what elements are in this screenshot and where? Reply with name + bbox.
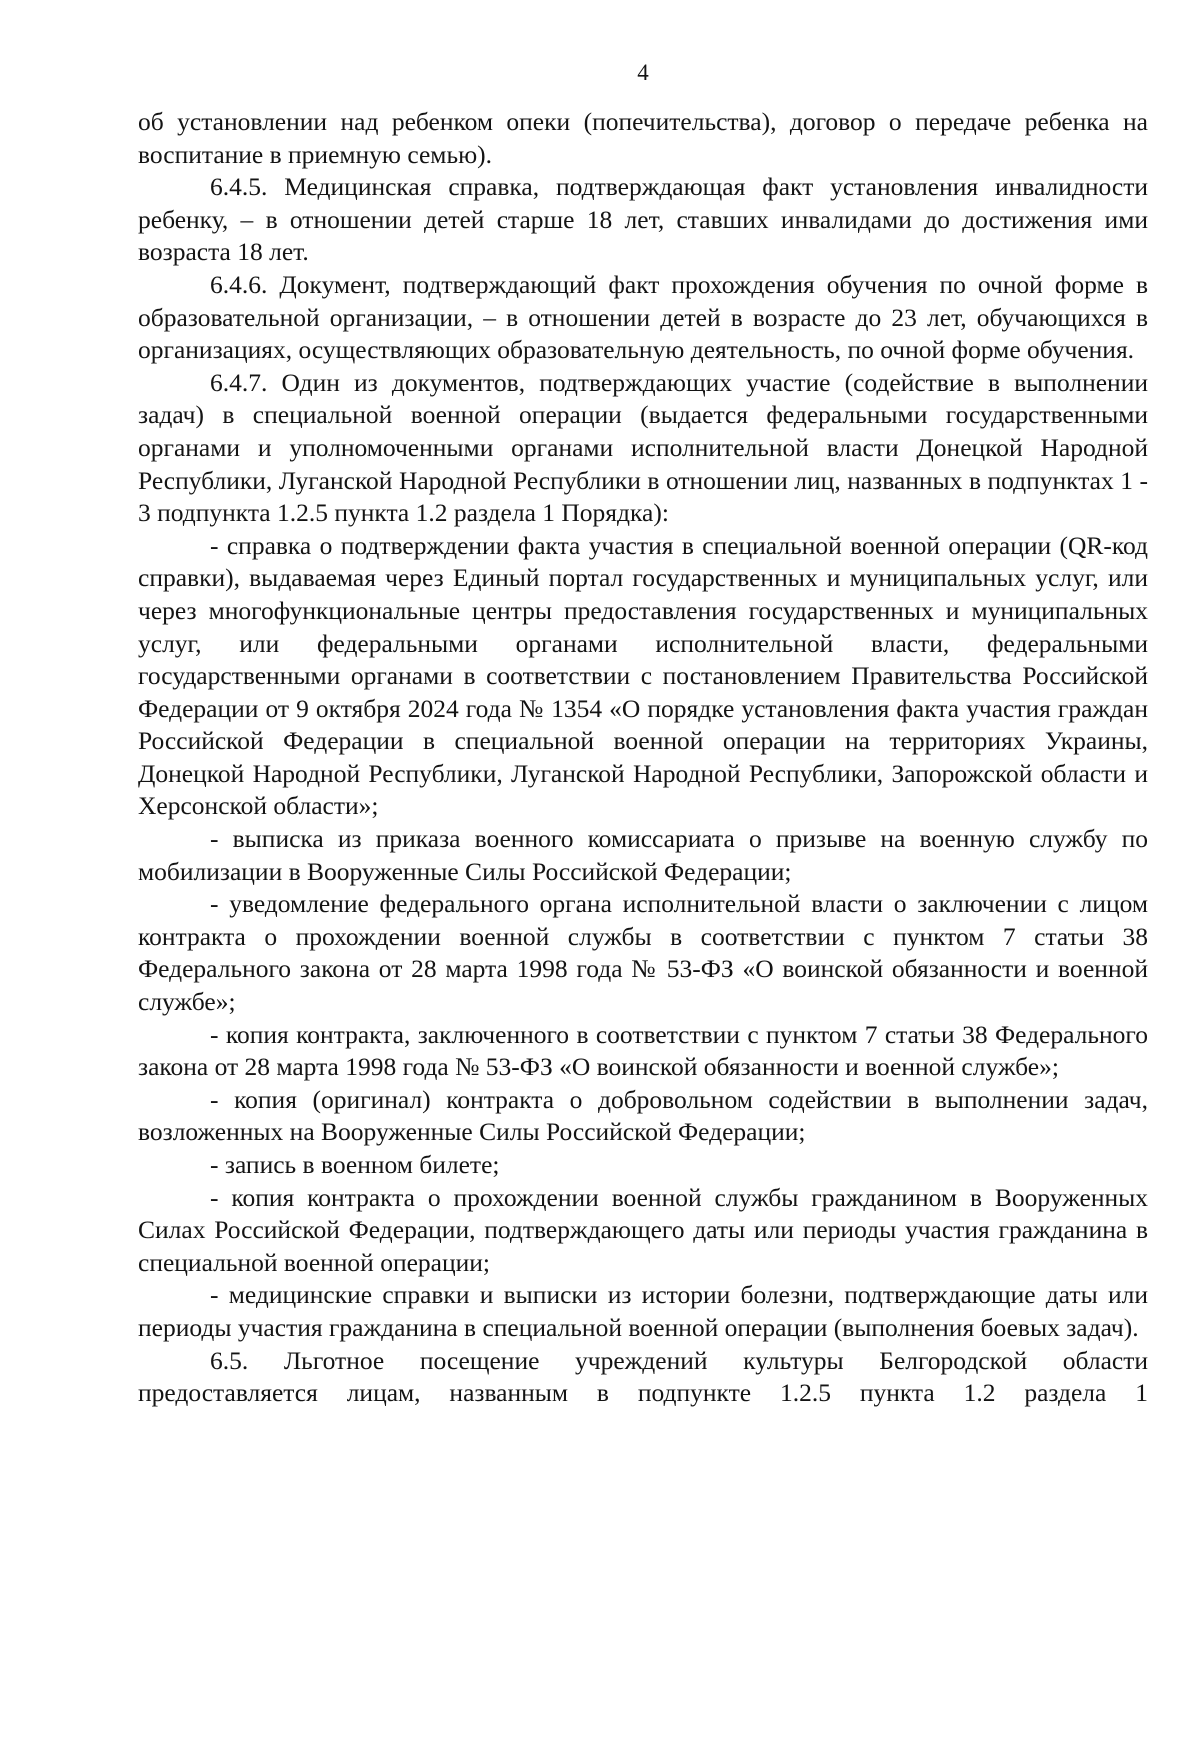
document-body bbox=[138, 106, 1148, 1410]
paragraph-6-4-5: 6.4.5. Медицинская справка, подтверждающая факт установления инвалидности ребенку, – в отношении детей старше 18 лет, ставших инвалидами до достижения ими возраста 18 лет. bbox=[138, 172, 1148, 267]
paragraph-continuation: об установлении над ребенком опеки (попечительства), договор о передаче ребенка на воспитание в приемную семью). bbox=[138, 107, 1148, 169]
list-item-svo-certificate: - справка о подтверждении факта участия в специальной военной операции (QR-код справки), выдаваемая через Единый портал государственных и муниципальных услуг, или через многофункциональные центры предоставления государственных и муниципальных услуг, или федеральными органами исполнительной власти, федеральными государственными органами в соответствии с постановлением Правительства Российской Федерации от 9 октября 2024 года № 1354 «О порядке установления факта участия граждан Российской Федерации в специальной военной операции на территориях Украины, Донецкой Народной Республики, Луганской Народной Республики, Запорожской области и Херсонской области»; bbox=[138, 530, 1148, 821]
list-item-medical-records: - медицинские справки и выписки из истории болезни, подтверждающие даты или периоды участия гражданина в специальной военной операции (выполнения боевых задач). bbox=[138, 1280, 1148, 1342]
list-item-contract-notice: - уведомление федерального органа исполнительной власти о заключении с лицом контракта о прохождении военной службы в соответствии с пунктом 7 статьи 38 Федерального закона от 28 марта 1998 года № 53-ФЗ «О воинской обязанности и военной службе»; bbox=[138, 889, 1148, 1017]
list-item-mobilization-order: - выписка из приказа военного комиссариата о призыве на военную службу по мобилизации в Вооруженные Силы Российской Федерации; bbox=[138, 824, 1148, 886]
list-item-contract-copy: - копия контракта, заключенного в соответствии с пунктом 7 статьи 38 Федерального закона от 28 марта 1998 года № 53-ФЗ «О воинской обязанности и военной службе»; bbox=[138, 1019, 1148, 1082]
paragraph-6-5: 6.5. Льготное посещение учреждений культуры Белгородской области предоставляется лицам, названным в подпункте 1.2.5 пункта 1.2 раздела 1 bbox=[138, 1345, 1148, 1408]
list-item-service-contract: - копия контракта о прохождении военной службы гражданином в Вооруженных Силах Российской Федерации, подтверждающего даты или периоды участия гражданина в специальной военной операции; bbox=[138, 1182, 1148, 1277]
paragraph-6-4-6: 6.4.6. Документ, подтверждающий факт прохождения обучения по очной форме в образовательной организации, – в отношении детей в возрасте до 23 лет, обучающихся в организациях, осуществляющих образовательную деятельность, по очной форме обучения. bbox=[138, 269, 1148, 365]
page-number: 4 bbox=[637, 60, 649, 85]
list-item-military-id-entry: - запись в военном билете; bbox=[210, 1150, 500, 1179]
paragraph-6-4-7: 6.4.7. Один из документов, подтверждающих участие (содействие в выполнении задач) в специальной военной операции (выдается федеральными государственными органами и уполномоченными органами исполнительной власти Донецкой Народной Республики, Луганской Народной Республики в отношении лиц, названных в подпунктах 1 - 3 подпункта 1.2.5 пункта 1.2 раздела 1 Порядка): bbox=[138, 367, 1148, 528]
list-item-volunteer-contract: - копия (оригинал) контракта о добровольном содействии в выполнении задач, возложенных на Вооруженные Силы Российской Федерации; bbox=[138, 1084, 1148, 1147]
